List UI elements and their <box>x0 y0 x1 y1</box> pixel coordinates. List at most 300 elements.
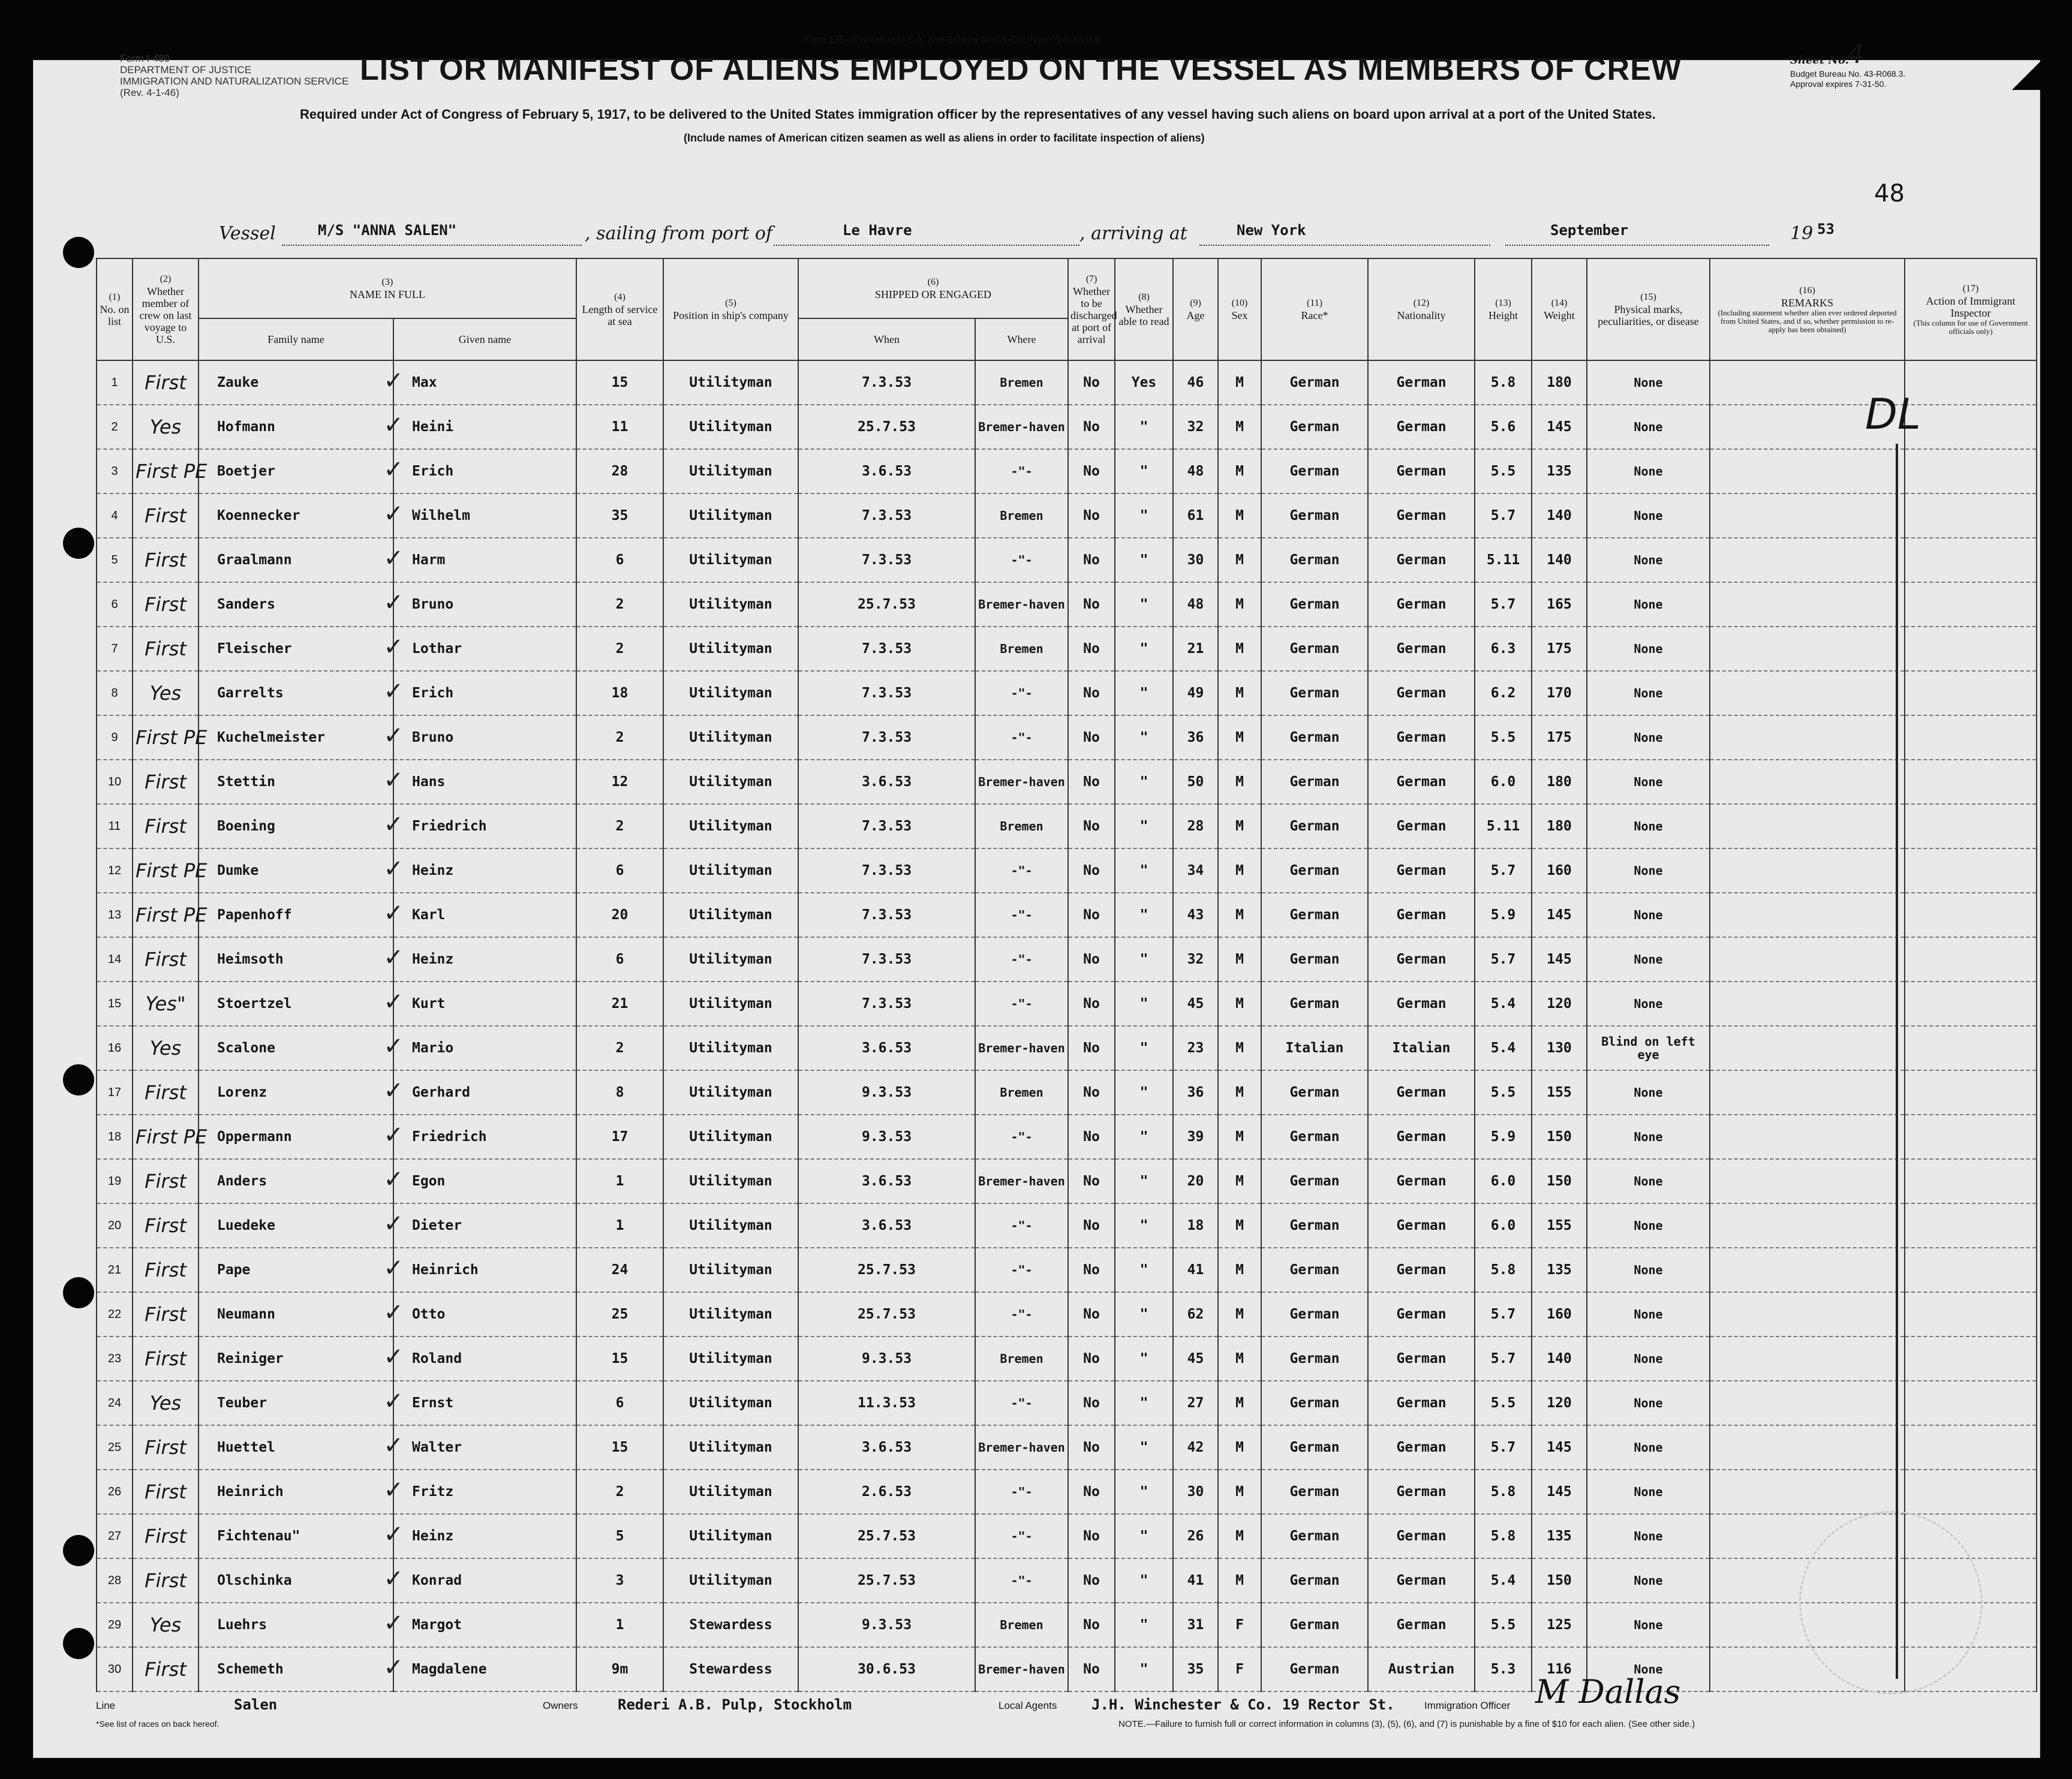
discharged-cell: No <box>1068 848 1115 893</box>
row-number: 10 <box>97 760 133 804</box>
action-cell <box>1905 627 2037 671</box>
weight-cell: 160 <box>1532 848 1587 893</box>
position-cell: Utilityman <box>663 1425 798 1470</box>
family-name-cell: Lorenz ✓ <box>199 1070 393 1115</box>
given-name-cell <box>393 1159 576 1203</box>
age-cell: 41 <box>1173 1558 1218 1603</box>
height-cell: 5.7 <box>1475 493 1532 538</box>
col-num: (16) <box>1799 285 1815 296</box>
given-name-text: Harm <box>412 552 446 568</box>
weight-cell: 125 <box>1532 1603 1587 1647</box>
nationality-cell: German <box>1368 848 1475 893</box>
weight-cell: 180 <box>1532 760 1587 804</box>
shipped-when-cell: 3.6.53 <box>798 760 975 804</box>
family-name-cell: Scalone ✓ <box>199 1026 393 1070</box>
weight-cell: 180 <box>1532 804 1587 848</box>
check-mark-icon: ✓ <box>383 544 404 572</box>
weight-cell: 175 <box>1532 627 1587 671</box>
given-name-text: Lothar <box>412 641 462 657</box>
nationality-cell: German <box>1368 493 1475 538</box>
age-cell: 49 <box>1173 671 1218 715</box>
shipped-where-cell: -"- <box>975 538 1068 582</box>
position-cell: Utilityman <box>663 627 798 671</box>
shipped-where-cell: -"- <box>975 848 1068 893</box>
given-name-text: Ernst <box>412 1395 454 1411</box>
race-cell: German <box>1261 1470 1368 1514</box>
last-voyage-cell: First <box>133 1336 199 1381</box>
age-cell: 45 <box>1173 982 1218 1026</box>
able-to-read-cell: " <box>1115 449 1173 493</box>
row-number: 23 <box>97 1336 133 1381</box>
nationality-cell: German <box>1368 1381 1475 1425</box>
given-name-cell <box>393 760 576 804</box>
able-to-read-cell: " <box>1115 1026 1173 1070</box>
race-cell: German <box>1261 1603 1368 1647</box>
race-cell: German <box>1261 1514 1368 1558</box>
given-name-cell <box>393 1115 576 1159</box>
given-name-cell <box>393 1647 576 1691</box>
given-name-cell <box>393 1292 576 1336</box>
shipped-where-cell: -"- <box>975 1470 1068 1514</box>
age-cell: 48 <box>1173 449 1218 493</box>
given-name-cell <box>393 1248 576 1292</box>
height-cell: 5.4 <box>1475 982 1532 1026</box>
remarks-cell <box>1710 449 1905 493</box>
col-label: SHIPPED OR ENGAGED <box>875 288 992 300</box>
nationality-cell: German <box>1368 1558 1475 1603</box>
shipped-when-cell: 7.3.53 <box>798 848 975 893</box>
sex-cell: M <box>1218 1425 1261 1470</box>
check-mark-icon: ✓ <box>383 367 404 395</box>
check-mark-icon: ✓ <box>383 456 404 483</box>
height-cell: 5.7 <box>1475 1292 1532 1336</box>
discharged-cell: No <box>1068 449 1115 493</box>
check-mark-icon: ✓ <box>383 899 404 927</box>
shipped-when-cell: 7.3.53 <box>798 493 975 538</box>
weight-cell: 175 <box>1532 715 1587 760</box>
given-name-cell <box>393 671 576 715</box>
physical-marks-cell: None <box>1587 1514 1710 1558</box>
service-cell: 1 <box>576 1159 663 1203</box>
month: September <box>1550 222 1629 239</box>
position-cell: Utilityman <box>663 1115 798 1159</box>
col-label: Length of service at sea <box>582 303 658 327</box>
col-label: Whether to be discharged at port of arrival <box>1070 285 1117 345</box>
weight-cell: 120 <box>1532 1381 1587 1425</box>
shipped-where-cell: Bremer-haven <box>975 760 1068 804</box>
service-cell: 20 <box>576 893 663 937</box>
service-cell: 6 <box>576 848 663 893</box>
height-cell: 6.0 <box>1475 760 1532 804</box>
age-cell: 31 <box>1173 1603 1218 1647</box>
nationality-cell: German <box>1368 405 1475 449</box>
check-mark-icon: ✓ <box>383 1432 404 1459</box>
physical-marks-cell: None <box>1587 1159 1710 1203</box>
position-cell: Utilityman <box>663 360 798 405</box>
col-num: (4) <box>614 292 625 302</box>
nationality-cell: German <box>1368 1248 1475 1292</box>
weight-cell: 135 <box>1532 449 1587 493</box>
race-cell: German <box>1261 804 1368 848</box>
weight-cell: 116 <box>1532 1647 1587 1691</box>
given-name-text: Friedrich <box>412 818 487 834</box>
position-cell: Utilityman <box>663 582 798 627</box>
col-label: No. on list <box>100 303 130 327</box>
remarks-cell <box>1710 715 1905 760</box>
owners-label: Owners <box>543 1700 578 1711</box>
faded-seal <box>1799 1511 1983 1694</box>
height-cell: 5.6 <box>1475 405 1532 449</box>
owners-value: Rederi A.B. Pulp, Stockholm <box>618 1696 852 1713</box>
fine-note: NOTE.—Failure to furnish full or correct information in columns (3), (5), (6), and (7) is punishable by a fine of $10 for each alien. (See other side.) <box>1118 1719 1695 1729</box>
action-cell <box>1905 1026 2037 1070</box>
able-to-read-cell: " <box>1115 671 1173 715</box>
nationality-cell: German <box>1368 893 1475 937</box>
weight-cell: 165 <box>1532 582 1587 627</box>
able-to-read-cell: " <box>1115 848 1173 893</box>
line-label: Line <box>96 1700 116 1711</box>
remarks-cell <box>1710 538 1905 582</box>
shipped-when-cell: 25.7.53 <box>798 1292 975 1336</box>
position-cell: Utilityman <box>663 982 798 1026</box>
col-no-header <box>97 258 133 360</box>
col-given-header: Given name <box>393 318 576 360</box>
port-underline <box>774 245 1079 246</box>
shipped-when-cell: 3.6.53 <box>798 1203 975 1248</box>
physical-marks-cell: None <box>1587 1603 1710 1647</box>
family-name-cell: Reiniger ✓ <box>199 1336 393 1381</box>
given-name-text: Max <box>412 375 437 390</box>
punch-hole <box>63 1064 94 1095</box>
weight-cell: 160 <box>1532 1292 1587 1336</box>
given-name-text: Dieter <box>412 1218 462 1233</box>
col-weight-header <box>1532 258 1587 360</box>
physical-marks-cell: None <box>1587 1647 1710 1691</box>
check-mark-icon: ✓ <box>383 944 404 971</box>
discharged-cell: No <box>1068 1292 1115 1336</box>
given-name-text: Margot <box>412 1617 462 1633</box>
service-cell: 2 <box>576 582 663 627</box>
family-name-cell: Huettel ✓ <box>199 1425 393 1470</box>
race-cell: Italian <box>1261 1026 1368 1070</box>
remarks-cell <box>1710 1425 1905 1470</box>
given-name-text: Heinz <box>412 1528 454 1544</box>
physical-marks-cell: None <box>1587 1558 1710 1603</box>
given-name-text: Heinz <box>412 952 454 967</box>
action-cell <box>1905 671 2037 715</box>
shipped-where-cell: -"- <box>975 1292 1068 1336</box>
physical-marks-cell: None <box>1587 1248 1710 1292</box>
remarks-cell <box>1710 1203 1905 1248</box>
able-to-read-cell: " <box>1115 1248 1173 1292</box>
table-row <box>97 1603 2037 1647</box>
physical-marks-cell: None <box>1587 848 1710 893</box>
port-to: New York <box>1237 222 1306 239</box>
physical-marks-cell: None <box>1587 582 1710 627</box>
able-to-read-cell: " <box>1115 1292 1173 1336</box>
row-number: 7 <box>97 627 133 671</box>
shipped-when-cell: 7.3.53 <box>798 937 975 982</box>
table-row <box>97 1115 2037 1159</box>
last-voyage-cell: Yes <box>133 1381 199 1425</box>
table-row <box>97 1647 2037 1691</box>
margin-number: 48 <box>1874 180 1905 207</box>
age-cell: 28 <box>1173 804 1218 848</box>
col-num: (9) <box>1190 298 1201 308</box>
col-age-header <box>1173 258 1218 360</box>
weight-cell: 140 <box>1532 538 1587 582</box>
height-cell: 5.5 <box>1475 1070 1532 1115</box>
discharged-cell: No <box>1068 627 1115 671</box>
last-voyage-cell: First <box>133 627 199 671</box>
port-from: Le Havre <box>843 222 912 239</box>
col-num: (6) <box>927 277 939 287</box>
age-cell: 35 <box>1173 1647 1218 1691</box>
col-nationality-header <box>1368 258 1475 360</box>
shipped-when-cell: 25.7.53 <box>798 405 975 449</box>
page-title: LIST OR MANIFEST OF ALIENS EMPLOYED ON THE VESSEL AS MEMBERS OF CREW <box>360 52 1682 87</box>
discharged-cell: No <box>1068 1514 1115 1558</box>
service-cell: 8 <box>576 1070 663 1115</box>
discharged-cell: No <box>1068 1425 1115 1470</box>
action-cell <box>1905 1070 2037 1115</box>
shipped-where-cell: Bremen <box>975 1070 1068 1115</box>
age-cell: 34 <box>1173 848 1218 893</box>
nationality-cell: German <box>1368 715 1475 760</box>
table-row <box>97 1292 2037 1336</box>
able-to-read-cell: " <box>1115 1514 1173 1558</box>
col-label: Race* <box>1301 309 1328 321</box>
action-cell <box>1905 982 2037 1026</box>
shipped-when-cell: 9.3.53 <box>798 1603 975 1647</box>
height-cell: 5.7 <box>1475 1336 1532 1381</box>
shipped-when-cell: 2.6.53 <box>798 1470 975 1514</box>
page-subtitle: Required under Act of Congress of February 5, 1917, to be delivered to the United States immigration officer by the representatives of any vessel having such aliens on board upon arrival at a port of the United States. <box>300 107 1656 122</box>
race-cell: German <box>1261 1381 1368 1425</box>
action-cell <box>1905 1159 2037 1203</box>
physical-marks-cell: None <box>1587 1381 1710 1425</box>
age-cell: 27 <box>1173 1381 1218 1425</box>
remarks-cell <box>1710 1381 1905 1425</box>
physical-marks-cell: None <box>1587 360 1710 405</box>
action-cell <box>1905 937 2037 982</box>
col-height-header <box>1475 258 1532 360</box>
service-cell: 2 <box>576 715 663 760</box>
race-cell: German <box>1261 1558 1368 1603</box>
check-mark-icon: ✓ <box>383 1476 404 1504</box>
given-name-text: Heinrich <box>412 1262 479 1278</box>
check-mark-icon: ✓ <box>383 1033 404 1060</box>
check-mark-icon: ✓ <box>383 678 404 705</box>
check-mark-icon: ✓ <box>383 1166 404 1193</box>
form-id-line: Form I-480 <box>120 53 170 64</box>
position-cell: Utilityman <box>663 1470 798 1514</box>
race-cell: German <box>1261 937 1368 982</box>
last-voyage-cell: Yes <box>133 1026 199 1070</box>
height-cell: 5.7 <box>1475 582 1532 627</box>
row-number: 21 <box>97 1248 133 1292</box>
physical-marks-cell: None <box>1587 538 1710 582</box>
given-name-cell <box>393 1514 576 1558</box>
table-row <box>97 538 2037 582</box>
height-cell: 5.5 <box>1475 449 1532 493</box>
service-cell: 11 <box>576 405 663 449</box>
shipped-where-cell: -"- <box>975 715 1068 760</box>
physical-marks-cell: Blind on left eye <box>1587 1026 1710 1070</box>
sex-cell: M <box>1218 1159 1261 1203</box>
family-name-cell: Anders ✓ <box>199 1159 393 1203</box>
vessel-label: Vessel <box>219 223 276 244</box>
check-mark-icon: ✓ <box>383 1210 404 1238</box>
age-cell: 62 <box>1173 1292 1218 1336</box>
sex-cell: M <box>1218 1203 1261 1248</box>
nationality-cell: German <box>1368 449 1475 493</box>
table-row <box>97 804 2037 848</box>
height-cell: 5.5 <box>1475 1603 1532 1647</box>
row-number: 11 <box>97 804 133 848</box>
physical-marks-cell: None <box>1587 1070 1710 1115</box>
given-name-cell <box>393 538 576 582</box>
shipped-where-cell: -"- <box>975 1203 1068 1248</box>
height-cell: 5.3 <box>1475 1647 1532 1691</box>
discharged-cell: No <box>1068 982 1115 1026</box>
last-voyage-cell: Yes <box>133 405 199 449</box>
action-cell <box>1905 360 2037 405</box>
row-number: 9 <box>97 715 133 760</box>
given-name-text: Mario <box>412 1040 454 1056</box>
check-mark-icon: ✓ <box>383 811 404 838</box>
shipped-when-cell: 30.6.53 <box>798 1647 975 1691</box>
discharged-cell: No <box>1068 1603 1115 1647</box>
able-to-read-cell: " <box>1115 1425 1173 1470</box>
sex-cell: M <box>1218 760 1261 804</box>
table-row <box>97 1381 2037 1425</box>
age-cell: 46 <box>1173 360 1218 405</box>
age-cell: 36 <box>1173 1070 1218 1115</box>
able-to-read-cell: " <box>1115 1159 1173 1203</box>
sex-cell: M <box>1218 1248 1261 1292</box>
discharged-cell: No <box>1068 1248 1115 1292</box>
check-mark-icon: ✓ <box>383 722 404 749</box>
family-name-cell: Dumke ✓ <box>199 848 393 893</box>
able-to-read-cell: " <box>1115 1647 1173 1691</box>
remarks-cell <box>1710 1026 1905 1070</box>
given-name-cell <box>393 804 576 848</box>
discharged-cell: No <box>1068 804 1115 848</box>
given-name-cell <box>393 1203 576 1248</box>
able-to-read-cell: " <box>1115 405 1173 449</box>
shipped-where-cell: Bremen <box>975 493 1068 538</box>
service-cell: 6 <box>576 937 663 982</box>
position-cell: Utilityman <box>663 1381 798 1425</box>
check-mark-icon: ✓ <box>383 1121 404 1149</box>
col-label: Whether able to read <box>1118 303 1169 327</box>
height-cell: 5.4 <box>1475 1558 1532 1603</box>
race-cell: German <box>1261 1292 1368 1336</box>
shipped-when-cell: 9.3.53 <box>798 1070 975 1115</box>
last-voyage-cell: First <box>133 1425 199 1470</box>
nationality-cell: German <box>1368 627 1475 671</box>
col-shipped-header <box>798 258 1068 318</box>
month-underline <box>1505 245 1769 246</box>
table-row <box>97 1425 2037 1470</box>
physical-marks-cell: None <box>1587 493 1710 538</box>
last-voyage-cell: First <box>133 804 199 848</box>
physical-marks-cell: None <box>1587 937 1710 982</box>
nationality-cell: German <box>1368 982 1475 1026</box>
given-name-text: Egon <box>412 1173 446 1189</box>
remarks-cell <box>1710 1292 1905 1336</box>
height-cell: 6.3 <box>1475 627 1532 671</box>
nationality-cell: Italian <box>1368 1026 1475 1070</box>
physical-marks-cell: None <box>1587 449 1710 493</box>
table-row <box>97 715 2037 760</box>
col-label: Physical marks, peculiarities, or disease <box>1598 303 1699 327</box>
weight-cell: 140 <box>1532 493 1587 538</box>
given-name-cell <box>393 582 576 627</box>
position-cell: Utilityman <box>663 1203 798 1248</box>
action-cell <box>1905 804 2037 848</box>
physical-marks-cell: None <box>1587 1425 1710 1470</box>
col-label: NAME IN FULL <box>350 288 425 300</box>
sex-cell: M <box>1218 715 1261 760</box>
col-num: (12) <box>1413 298 1430 308</box>
row-number: 28 <box>97 1558 133 1603</box>
given-name-cell <box>393 493 576 538</box>
check-mark-icon: ✓ <box>383 589 404 616</box>
shipped-where-cell: Bremer-haven <box>975 405 1068 449</box>
weight-cell: 145 <box>1532 405 1587 449</box>
nationality-cell: German <box>1368 1336 1475 1381</box>
last-voyage-cell: Yes <box>133 1603 199 1647</box>
given-name-text: Kurt <box>412 996 446 1012</box>
nationality-cell: German <box>1368 1514 1475 1558</box>
service-cell: 15 <box>576 1336 663 1381</box>
col-num: (3) <box>381 277 393 287</box>
sailing-label: , sailing from port of <box>585 223 773 244</box>
height-cell: 5.9 <box>1475 893 1532 937</box>
discharged-cell: No <box>1068 405 1115 449</box>
shipped-where-cell: -"- <box>975 671 1068 715</box>
punch-hole <box>63 1628 94 1659</box>
given-name-cell <box>393 937 576 982</box>
row-number: 4 <box>97 493 133 538</box>
action-cell <box>1905 715 2037 760</box>
col-remarks-header <box>1710 258 1905 360</box>
service-cell: 6 <box>576 1381 663 1425</box>
service-cell: 9m <box>576 1647 663 1691</box>
weight-cell: 155 <box>1532 1203 1587 1248</box>
physical-marks-cell: None <box>1587 1470 1710 1514</box>
race-cell: German <box>1261 1336 1368 1381</box>
able-to-read-cell: " <box>1115 982 1173 1026</box>
able-to-read-cell: " <box>1115 1603 1173 1647</box>
remarks-cell <box>1710 982 1905 1026</box>
check-mark-icon: ✓ <box>383 1254 404 1282</box>
row-number: 27 <box>97 1514 133 1558</box>
row-number: 19 <box>97 1159 133 1203</box>
height-cell: 5.5 <box>1475 715 1532 760</box>
table-row <box>97 1026 2037 1070</box>
given-name-text: Gerhard <box>412 1085 470 1100</box>
shipped-where-cell: Bremen <box>975 1336 1068 1381</box>
col-name-header <box>199 258 576 318</box>
age-cell: 26 <box>1173 1514 1218 1558</box>
discharged-cell: No <box>1068 760 1115 804</box>
family-name-cell: Oppermann ✓ <box>199 1115 393 1159</box>
age-cell: 21 <box>1173 627 1218 671</box>
sheet-label: Sheet No. <box>1790 54 1849 67</box>
